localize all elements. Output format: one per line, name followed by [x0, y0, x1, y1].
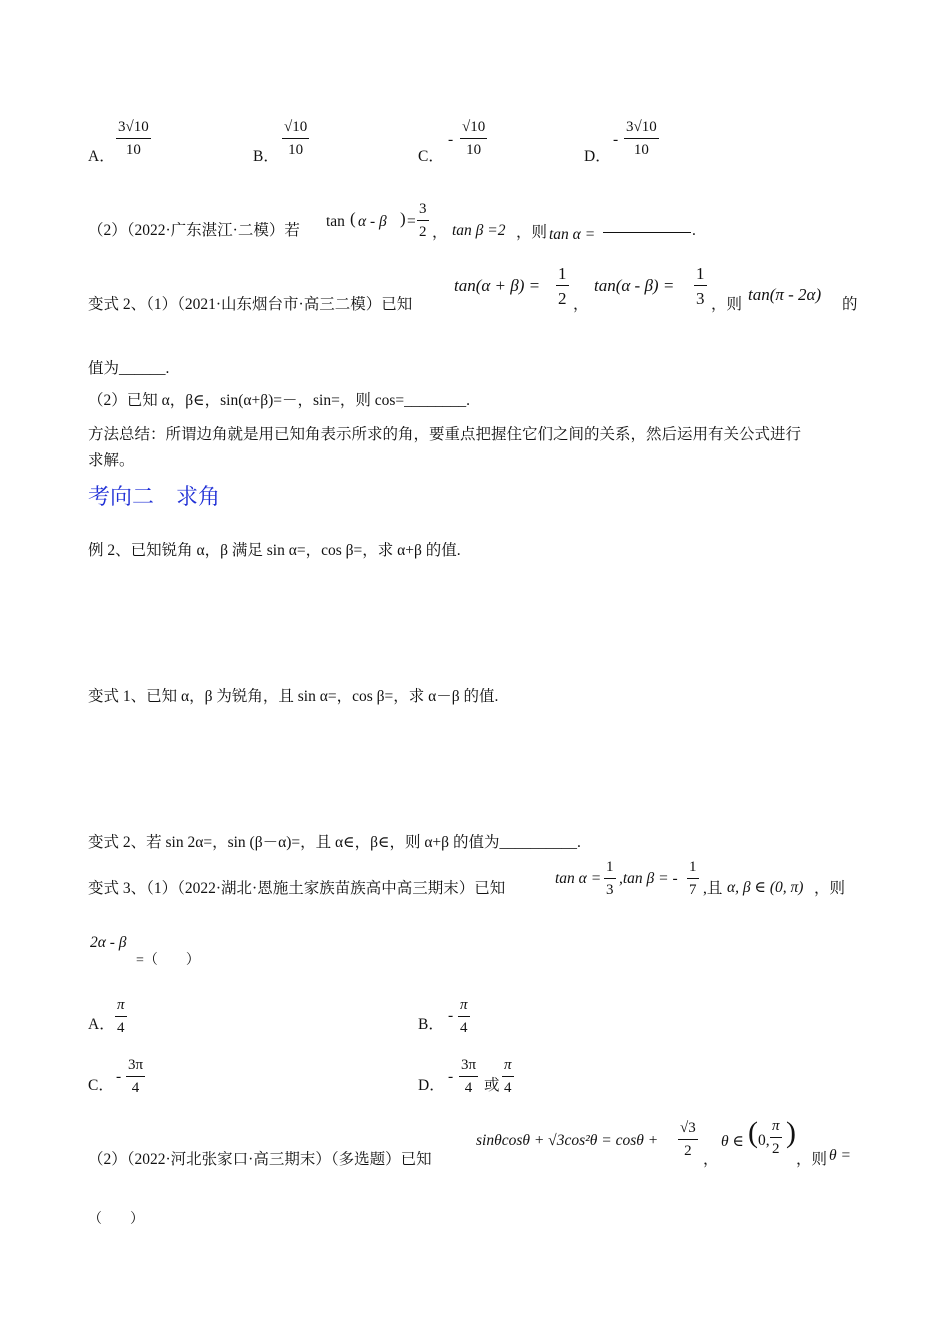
bs3-option-d-sign: -: [448, 1068, 454, 1085]
option-c-denominator: 10: [466, 142, 482, 158]
option-b-fraction: [282, 120, 309, 158]
bs3-option-d-denominator-2: 4: [504, 1080, 512, 1096]
bs3-2-paren: （ ）: [88, 1212, 144, 1227]
bs3-option-b-denominator: 4: [460, 1020, 468, 1036]
bs3-2-paren-open: (: [748, 1116, 758, 1149]
bs3-option-c-sign: -: [116, 1068, 122, 1085]
var2-line2: 值为______.: [88, 360, 170, 377]
method-line1: 方法总结：所谓边角就是用已知角表示所求的角，要重点把握住它们之间的关系，然后运用有关公式进行: [88, 426, 802, 443]
var2-expr3: tan(π - 2α): [748, 285, 822, 304]
bs3-option-c-numerator: 3π: [126, 1058, 145, 1077]
bs3-2-denominator: 2: [684, 1143, 692, 1159]
var2-prefix: 变式 2、（1）（2021·山东烟台市·高三二模）已知: [88, 296, 413, 313]
bs3-2-fraction: [678, 1121, 698, 1159]
option-d-denominator: 10: [633, 142, 649, 158]
bs3-2-paren-close: ): [786, 1116, 796, 1149]
q1-2-paren-close: ): [400, 209, 406, 228]
bs3-tanb: ,tan β = -: [619, 870, 678, 887]
option-d-sign: -: [613, 131, 619, 148]
var2-f1-numerator: 1: [556, 265, 569, 286]
var2-expr2: tan(α - β) =: [594, 276, 675, 295]
option-a-radicand: 10: [133, 119, 149, 135]
bs3-fraction-2: [687, 860, 699, 898]
bs3-option-d-or: 或: [484, 1077, 500, 1094]
q1-2-end: .: [692, 222, 696, 239]
bs3-f2-numerator: 1: [687, 860, 699, 879]
option-a-fraction: [116, 120, 151, 158]
option-d-radicand: 10: [641, 119, 657, 135]
bs3-expr: 2α - β: [90, 934, 127, 951]
option-b-radicand: 10: [292, 119, 308, 135]
q1-2-numerator: 3: [417, 202, 429, 221]
var2-f2-numerator: 1: [694, 265, 707, 286]
option-a-label: A．: [88, 148, 115, 165]
bs3-option-a-denominator: 4: [117, 1020, 125, 1036]
bs3-option-b-numerator: π: [458, 998, 470, 1017]
var2-then: ，则: [711, 296, 743, 313]
option-b-denominator: 10: [288, 142, 304, 158]
bs3-2-range-fraction: [770, 1119, 782, 1157]
bs3-2-comma: ，: [703, 1151, 719, 1168]
bs3-then: ，则: [814, 880, 846, 897]
bs3-eq: =（ ）: [136, 953, 200, 968]
option-c-label: C．: [418, 148, 444, 165]
q1-2-comma1: ，: [432, 224, 448, 241]
var2-fraction-2: [694, 265, 707, 307]
var2-of: 的: [842, 296, 858, 313]
sqrt-icon: √: [633, 119, 642, 135]
bianshi-2: 变式 2、若 sin 2α=，sin (β－α)=，且 α∈，β∈，则 α+β 的值为__________.: [88, 834, 581, 851]
bs3-option-c-fraction: [126, 1058, 145, 1096]
bs3-prefix: 变式 3、（1）（2022·湖北·恩施土家族苗族高中高三期末）已知: [88, 880, 506, 897]
bs3-fraction-1: [604, 860, 616, 898]
bs3-2-lhs: sinθcosθ + √3cos²θ = cosθ +: [476, 1132, 659, 1149]
option-b-label: B．: [253, 148, 279, 165]
bs3-option-b-fraction: [458, 998, 470, 1036]
bs3-2-r-lo: 0,: [758, 1132, 770, 1149]
q1-2-tanb: tan β =2: [452, 222, 506, 239]
var2-f2-denominator: 3: [696, 289, 705, 308]
q1-2-answer-blank[interactable]: [603, 232, 691, 233]
bs3-tana: tan α =: [555, 870, 602, 887]
sqrt-icon: √: [462, 119, 471, 135]
bs3-option-d-fraction-1: [459, 1058, 478, 1096]
bs3-2-theta: θ =: [829, 1147, 851, 1164]
sqrt-icon: √: [284, 119, 293, 135]
q1-2-eq: =: [407, 213, 416, 230]
bs3-2-range-numerator: π: [770, 1119, 782, 1138]
bs3-option-a-fraction: [115, 998, 127, 1036]
bianshi-1: 变式 1、已知 α，β 为锐角，且 sin α=，cos β=，求 α－β 的值.: [88, 688, 499, 705]
bs3-option-b-label: B．: [418, 1016, 444, 1033]
bs3-f1-numerator: 1: [604, 860, 616, 879]
option-c-fraction: [460, 120, 487, 158]
q1-2-prefix: （2）（2022·广东湛江·二模）若: [88, 222, 300, 239]
q1-2-tan: tan: [326, 213, 345, 230]
q1-2-tana: tan α =: [549, 226, 596, 243]
bs3-option-d-fraction-2: [502, 1058, 514, 1096]
var2-expr1: tan(α + β) =: [454, 276, 541, 295]
bs3-option-d-label: D．: [418, 1077, 445, 1094]
method-line2: 求解。: [88, 452, 135, 469]
var2-fraction-1: [556, 265, 569, 307]
var2-comma: ，: [573, 296, 589, 313]
bs3-option-a-label: A．: [88, 1016, 115, 1033]
option-d-coef: 3: [626, 119, 634, 135]
bs3-option-c-denominator: 4: [131, 1080, 140, 1096]
q1-2-paren-content: α - β: [358, 213, 387, 230]
option-c-radicand: 10: [470, 119, 486, 135]
bs3-set: α, β ∈ (0, π): [727, 879, 804, 896]
q1-2-denominator: 2: [419, 224, 427, 240]
option-a-denominator: 10: [125, 142, 141, 158]
option-c-sign: -: [448, 131, 454, 148]
bs3-option-d-numerator-2: π: [502, 1058, 514, 1077]
option-a-coef: 3: [118, 119, 126, 135]
bs3-option-d-numerator-1: 3π: [459, 1058, 478, 1077]
q1-2-paren-open: (: [350, 209, 356, 228]
bs3-2-range-denominator: 2: [772, 1141, 780, 1157]
bs3-option-d-denominator-1: 4: [464, 1080, 473, 1096]
q1-2-comma2: ，则: [516, 224, 548, 241]
option-d-fraction: [624, 120, 659, 158]
bs3-f1-denominator: 3: [606, 882, 614, 898]
bs3-2-prefix: （2）（2022·河北张家口·高三期末）（多选题）已知: [88, 1151, 432, 1168]
sqrt-icon: √: [125, 119, 134, 135]
bs3-f2-denominator: 7: [689, 882, 697, 898]
bs3-option-c-label: C．: [88, 1077, 114, 1094]
section-heading: 考向二 求角: [88, 485, 221, 510]
bs3-2-numerator: √3: [678, 1121, 698, 1140]
bs3-option-a-numerator: π: [115, 998, 127, 1017]
bs3-2-range: θ ∈: [721, 1133, 744, 1150]
option-d-label: D．: [584, 148, 611, 165]
var2-f1-denominator: 2: [558, 289, 567, 308]
example-2: 例 2、已知锐角 α，β 满足 sin α=，cos β=，求 α+β 的值.: [88, 542, 461, 559]
bs3-option-b-sign: -: [448, 1007, 454, 1024]
bs3-cond: ,且: [703, 880, 723, 897]
bs3-2-then: ，则: [796, 1151, 828, 1168]
q1-2-fraction: [417, 202, 429, 240]
var2-part2: （2）已知 α，β∈，sin(α+β)=－，sin=，则 cos=________.: [88, 392, 470, 409]
